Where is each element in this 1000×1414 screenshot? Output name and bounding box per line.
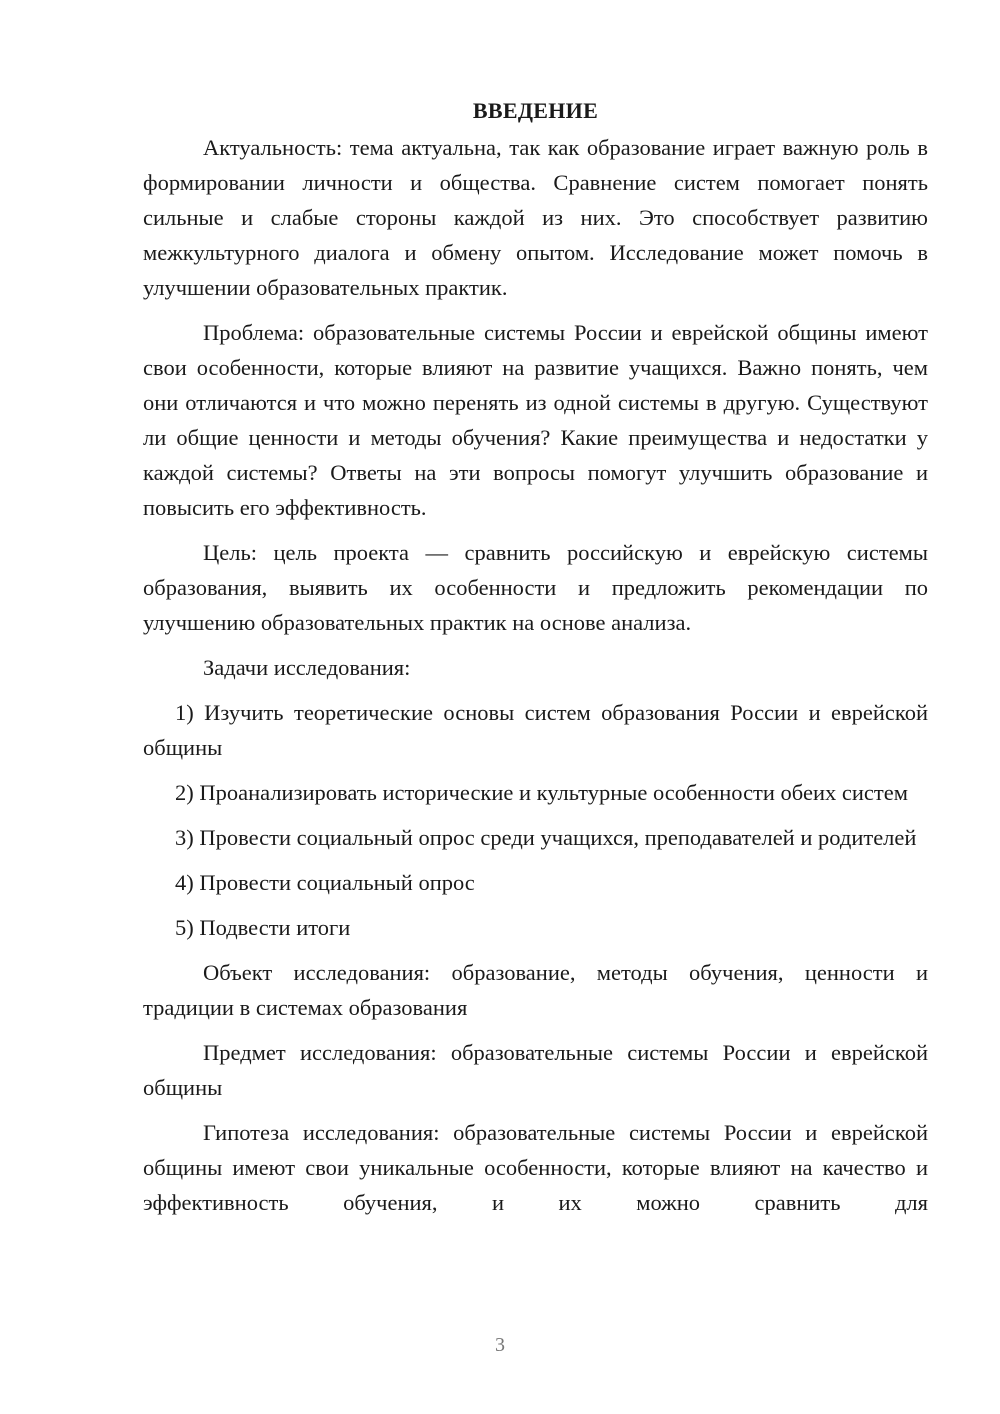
task-item-5: 5) Подвести итоги (175, 915, 351, 940)
document-page (143, 96, 928, 1230)
task-item-4: 4) Провести социальный опрос (175, 870, 475, 895)
relevance-paragraph: Актуальность: тема актуальна, так как образование играет важную роль в формировании личности и общества. Сравнение систем помогает понять сильные и слабые стороны каждой из них. Это способствует развитию межкультурного диалога и обмену опытом. Исследование может помочь в улучшении образовательных практик. (143, 135, 928, 300)
goal-paragraph: Цель: цель проекта — сравнить российскую и еврейскую системы образования, выявить их особенности и предложить рекомендации по улучшению образовательных практик на основе анализа. (143, 540, 928, 635)
object-paragraph: Объект исследования: образование, методы обучения, ценности и традиции в системах образования (143, 960, 928, 1020)
tasks-title: Задачи исследования: (203, 655, 411, 680)
page-number: 3 (495, 1334, 505, 1356)
task-item-2: 2) Проанализировать исторические и культурные особенности обеих систем (175, 780, 908, 805)
section-heading: ВВЕДЕНИЕ (472, 98, 599, 123)
subject-paragraph: Предмет исследования: образовательные системы России и еврейской общины (143, 1040, 928, 1100)
problem-paragraph: Проблема: образовательные системы России и еврейской общины имеют свои особенности, которые влияют на развитие учащихся. Важно понять, чем они отличаются и что можно перенять из одной системы в другую. Существуют ли общие ценности и методы обучения? Какие преимущества и недостатки у каждой системы? Ответы на эти вопросы помогут улучшить образование и повысить его эффективность. (143, 320, 928, 520)
task-item-1: 1) Изучить теоретические основы систем образования России и еврейской общины (143, 700, 928, 760)
hypothesis-paragraph: Гипотеза исследования: образовательные системы России и еврейской общины имеют свои уникальные особенности, которые влияют на качество и эффективность обучения, и их можно сравнить для (143, 1120, 928, 1215)
task-item-3: 3) Провести социальный опрос среди учащихся, преподавателей и родителей (175, 825, 917, 850)
